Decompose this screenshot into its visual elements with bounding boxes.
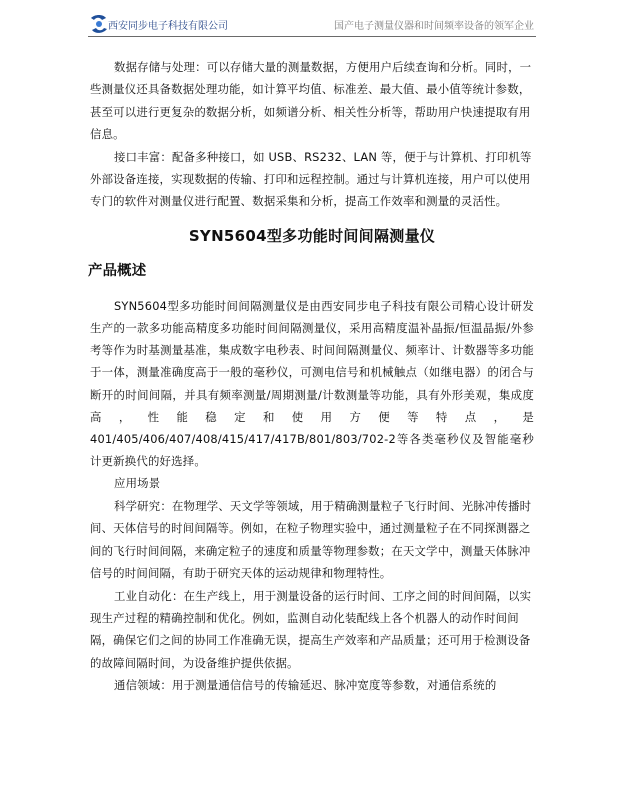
section-heading-overview: 产品概述	[88, 262, 147, 279]
paragraph-app-communication: 通信领域：用于测量通信信号的传输延迟、脉冲宽度等参数，对通信系统的	[114, 678, 497, 693]
product-title: SYN5604型多功能时间间隔测量仪	[188, 226, 436, 245]
page-header	[88, 14, 536, 37]
paragraph-overview: SYN5604型多功能时间间隔测量仪是由西安同步电子科技有限公司精心设计研发生产的一款多功能高精度多功能时间间隔测量仪，采用高精度温补晶振/恒温晶振/外参考等作为时基测量基准，集成数字电秒表、时间间隔测量仪、频率计、计数器等多功能于一体，测量准确度高于一般的毫秒仪，可测电信号和机械触点（如继电器）的闭合与断开的时间间隔，并具有频率测量/周期测量/计数测量等功能，具有外形美观，集成度高，性能稳定和使用方便等特点，是401/405/406/407/408/415/417/417B/801/803/702-2等各类毫秒仪及智能毫秒计更新换代的好选择。	[90, 298, 534, 469]
paragraph-data-storage: 数据存储与处理：可以存储大量的测量数据，方便用户后续查询和分析。同时，一些测量仪还具备数据处理功能，如计算平均值、标准差、最大值、最小值等统计参数，甚至可以进行更复杂的数据分析，如频谱分析、相关性分析等，帮助用户快速提取有用信息。	[90, 60, 532, 142]
company-logo-icon	[88, 14, 110, 34]
document-body	[90, 56, 534, 697]
paragraph-app-industrial: 工业自动化：在生产线上，用于测量设备的运行时间、工序之间的时间间隔，以实现生产过程的精确控制和优化。例如，监测自动化装配线上各个机器人的动作时间间隔，确保它们之间的协同工作准确无误，提高生产效率和产品质量；还可用于检测设备的故障间隔时间，为设备维护提供依据。	[90, 588, 532, 670]
paragraph-interfaces: 接口丰富：配备多种接口，如 USB、RS232、LAN 等，便于与计算机、打印机等外部设备连接，实现数据的传输、打印和远程控制。通过与计算机连接，用户可以使用专门的软件对测量仪进行配置、数据采集和分析，提高工作效率和测量的灵活性。	[90, 149, 532, 209]
company-name: 西安同步电子科技有限公司	[108, 21, 228, 32]
paragraph-app-research: 科学研究：在物理学、天文学等领域，用于精确测量粒子飞行时间、光脉冲传播时间、天体信号的时间间隔等。例如，在粒子物理实验中，通过测量粒子在不同探测器之间的飞行时间间隔，来确定粒子的速度和质量等物理参数；在天文学中，测量天体脉冲信号的时间间隔，有助于研究天体的运动规律和物理特性。	[90, 498, 532, 581]
application-heading: 应用场景	[114, 476, 161, 491]
company-slogan: 国产电子测量仪器和时间频率设备的领军企业	[334, 21, 534, 32]
